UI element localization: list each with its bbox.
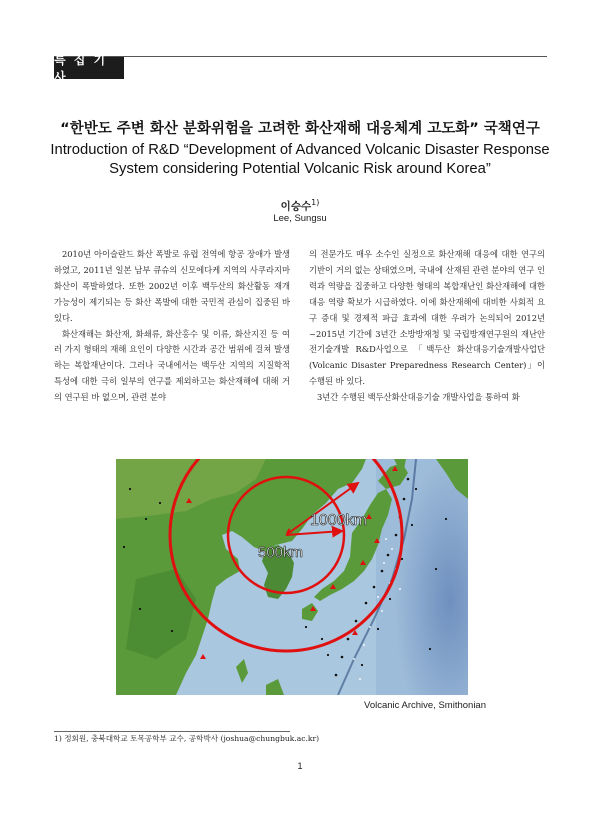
author-english: Lee, Sungsu (273, 213, 327, 224)
pacific-ocean (376, 459, 468, 695)
label-500km: 500km (258, 544, 304, 561)
author-name-korean: 이승수 (280, 200, 312, 213)
title-english-line-1: Introduction of R&D “Development of Advanced Volcanic Disaster Response (50, 142, 550, 158)
title-korean: “한반도 주변 화산 분화위험을 고려한 화산재해 대응체계 고도화” 국책연구 (60, 121, 540, 137)
volcano-map-figure (116, 459, 468, 695)
paragraph: 화산재해는 화산재, 화쇄류, 화산홍수 및 이류, 화산지진 등 여러 가지 형태의 재해 요인이 다양한 시간과 공간 범위에 걸쳐 발생하는 복합재난이다. 그러나 국내에서는 백두산 지역의 지질학적 특성에 대한 극히 일부의 연구를 제외하고는 화산재해에 대해 거의 연구된 바 없으며, 관련 분야 (54, 328, 290, 403)
section-tag: 특 집 기 사 (54, 57, 124, 79)
paragraph: 2010년 아이슬란드 화산 폭발로 유럽 전역에 항공 장애가 발생하였고, 2011년 일본 남부 큐슈의 신모에다케 지역의 사쿠라지마 화산이 폭발하였다. 또한 2002년 이후 백두산의 화산활동 재개 가능성이 제기되는 등 화산 폭발에 대한 국민적 관심이 집중된 바 있다. (54, 249, 290, 323)
label-1000km: 1000km (310, 512, 367, 529)
footnote: 1) 정회원, 충북대학교 토목공학부 교수, 공학박사 (joshua@chungbuk.ac.kr) (54, 734, 320, 743)
page-number: 1 (297, 761, 303, 771)
title-english-line-2: System considering Potential Volcanic Risk around Korea” (109, 161, 491, 177)
paragraph: 3년간 수행된 백두산화산대응기술 개발사업을 통하여 화 (317, 392, 520, 403)
top-rule (54, 56, 547, 57)
author-footnote-marker: 1) (311, 198, 320, 207)
footnote-rule (54, 731, 290, 732)
title-english (40, 141, 560, 179)
body-column-right (309, 247, 545, 406)
author-korean (0, 198, 600, 214)
figure-caption: Volcanic Archive, Smithonian (364, 700, 486, 711)
paragraph: 의 전문가도 매우 소수인 실정으로 화산재해 대응에 대한 연구의 기반이 거의 없는 상태였으며, 국내에 산재된 관련 분야의 연구 인력과 역량을 집중하고 다양한 형태의 복합재난인 화산재해에 대한 대응 역량 확보가 시급하였다. 이에 화산재해에 대비한 사회적 요구 증대 및 경제적 파급 효과에 대한 우려가 논의되어 2012년~2015년 기간에 3년간 소방방재청 및 국립방재연구원의 재난안전기술개발 R&D사업으로 「백두산 화산대응기술개발사업단(Volcanic Disaster Preparedness Research Center)」이 수행된 바 있다. (309, 249, 545, 387)
body-column-left (54, 247, 290, 406)
